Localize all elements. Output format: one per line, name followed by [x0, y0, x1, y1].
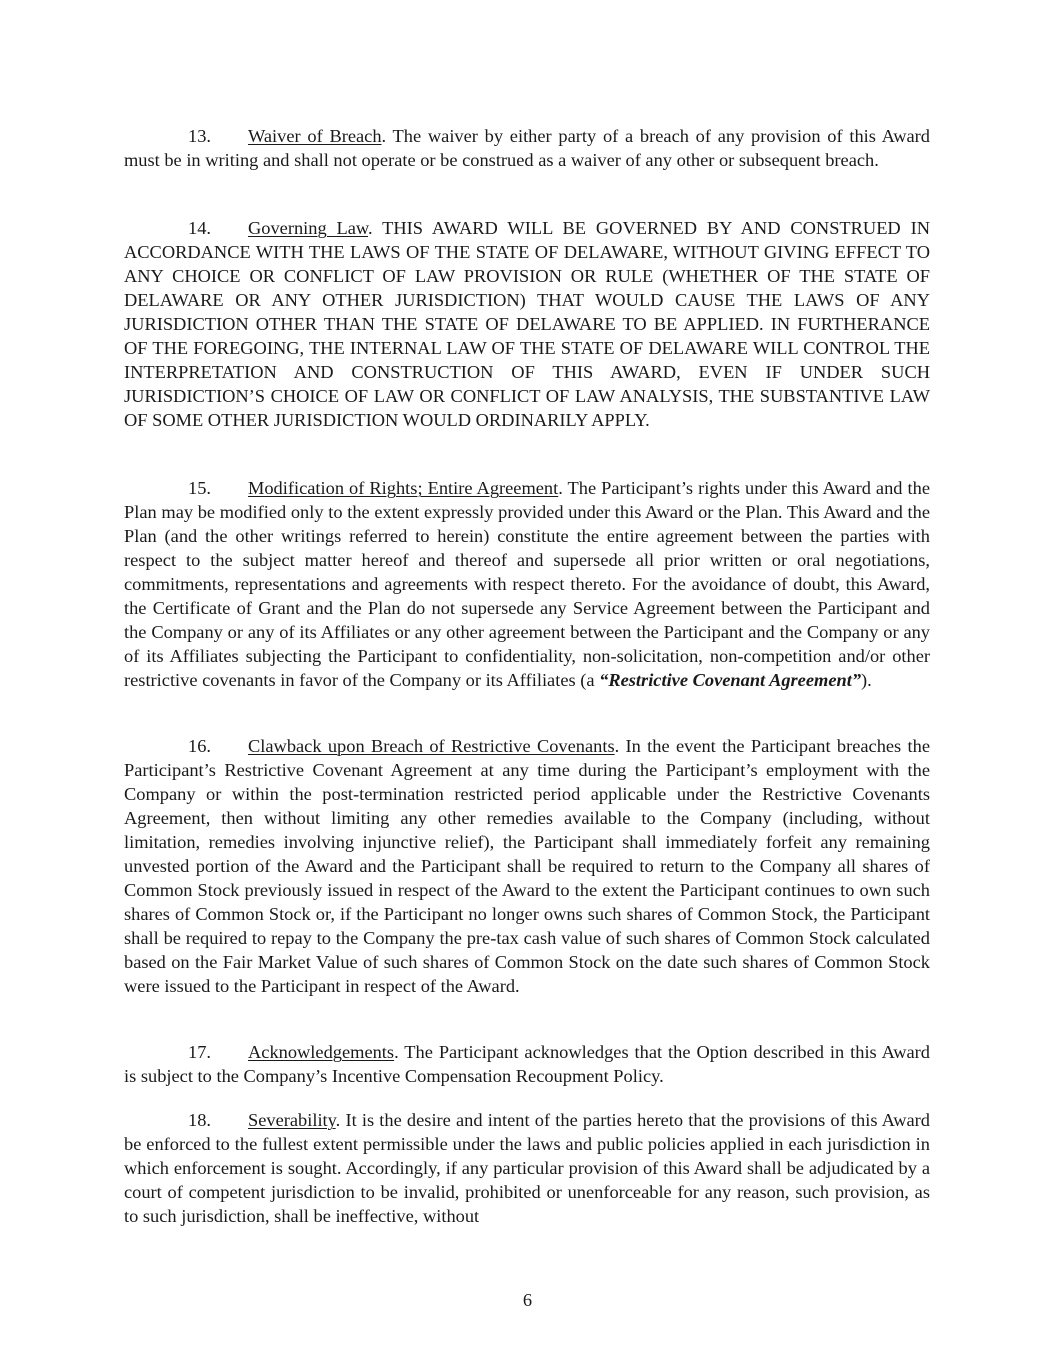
- section-14-body: . THIS AWARD WILL BE GOVERNED BY AND CONSTRUED IN ACCORDANCE WITH THE LAWS OF THE STATE OF DELAWARE, WITHOUT GIVING EFFECT TO ANY CHOICE OR CONFLICT OF LAW PROVISION OR RULE (WHETHER OF THE STATE OF DELAWARE OR ANY OTHER JURISDICTION) THAT WOULD CAUSE THE LAWS OF ANY JURISDICTION OTHER THAN THE STATE OF DELAWARE TO BE APPLIED. IN FURTHERANCE OF THE FOREGOING, THE INTERNAL LAW OF THE STATE OF DELAWARE WILL CONTROL THE INTERPRETATION AND CONSTRUCTION OF THIS AWARD, EVEN IF UNDER SUCH JURISDICTION’S CHOICE OF LAW OR CONFLICT OF LAW ANALYSIS, THE SUBSTANTIVE LAW OF SOME OTHER JURISDICTION WOULD ORDINARILY APPLY.: [124, 218, 930, 430]
- section-13-heading: Waiver of Breach: [248, 126, 382, 146]
- section-13-paragraph: [124, 124, 930, 172]
- section-15-body: . The Participant’s rights under this Award and the Plan may be modified only to the extent expressly provided under this Award or the Plan. This Award and the Plan (and the other writings referred to herein) constitute the entire agreement between the parties with respect to the subject matter hereof and thereof and supersede all prior written or oral negotiations, commitments, representations and agreements with respect thereto. For the avoidance of doubt, this Award, the Certificate of Grant and the Plan do not supersede any Service Agreement between the Participant and the Company or any of its Affiliates or any other agreement between the Participant and the Company or any of its Affiliates subjecting the Participant to confidentiality, non-solicitation, non-competition and/or other restrictive covenants in favor of the Company or its Affiliates (a: [124, 478, 930, 690]
- section-16-number: 16.: [188, 736, 211, 756]
- section-18-heading: Severability: [248, 1110, 336, 1130]
- section-17-body: . The Participant acknowledges that the Option described in this Award is subject to the Company’s Incentive Compensation Recoupment Policy.: [124, 1042, 930, 1086]
- section-13-body: . The waiver by either party of a breach of any provision of this Award must be in writing and shall not operate or be construed as a waiver of any other or subsequent breach.: [124, 126, 930, 170]
- section-18-number: 18.: [188, 1110, 211, 1130]
- section-13-number: 13.: [188, 126, 211, 146]
- section-14-number: 14.: [188, 218, 211, 238]
- section-17-number: 17.: [188, 1042, 211, 1062]
- section-16-paragraph: [124, 734, 930, 998]
- section-14-heading: Governing Law: [248, 218, 369, 238]
- section-15-defined-term: “Restrictive Covenant Agreement”: [599, 670, 862, 690]
- section-14-paragraph: [124, 216, 930, 432]
- section-15-number: 15.: [188, 478, 211, 498]
- section-18-body: . It is the desire and intent of the parties hereto that the provisions of this Award be enforced to the fullest extent permissible under the laws and public policies applied in each jurisdiction in which enforcement is sought. Accordingly, if any particular provision of this Award shall be adjudicated by a court of competent jurisdiction to be invalid, prohibited or unenforceable for any reason, such provision, as to such jurisdiction, shall be ineffective, without: [124, 1110, 930, 1226]
- section-17-paragraph: [124, 1040, 930, 1088]
- section-18-paragraph: [124, 1108, 930, 1228]
- section-15-paragraph: [124, 476, 930, 692]
- section-17-heading: Acknowledgements: [248, 1042, 395, 1062]
- section-15-heading: Modification of Rights; Entire Agreement: [248, 478, 559, 498]
- section-16-heading: Clawback upon Breach of Restrictive Covenants: [248, 736, 615, 756]
- section-16-body: . In the event the Participant breaches the Participant’s Restrictive Covenant Agreement at any time during the Participant’s employment with the Company or within the post-termination restricted period applicable under the Restrictive Covenants Agreement, then without limiting any other remedies available to the Company (including, without limitation, remedies involving injunctive relief), the Participant shall immediately forfeit any remaining unvested portion of the Award and the Participant shall be required to return to the Company all shares of Common Stock previously issued in respect of the Award to the extent the Participant continues to own such shares of Common Stock or, if the Participant no longer owns such shares of Common Stock, the Participant shall be required to repay to the Company the pre-tax cash value of such shares of Common Stock calculated based on the Fair Market Value of such shares of Common Stock on the date such shares of Common Stock were issued to the Participant in respect of the Award.: [124, 736, 930, 996]
- page-number: 6: [522, 1290, 533, 1310]
- section-15-tail: ).: [861, 670, 872, 690]
